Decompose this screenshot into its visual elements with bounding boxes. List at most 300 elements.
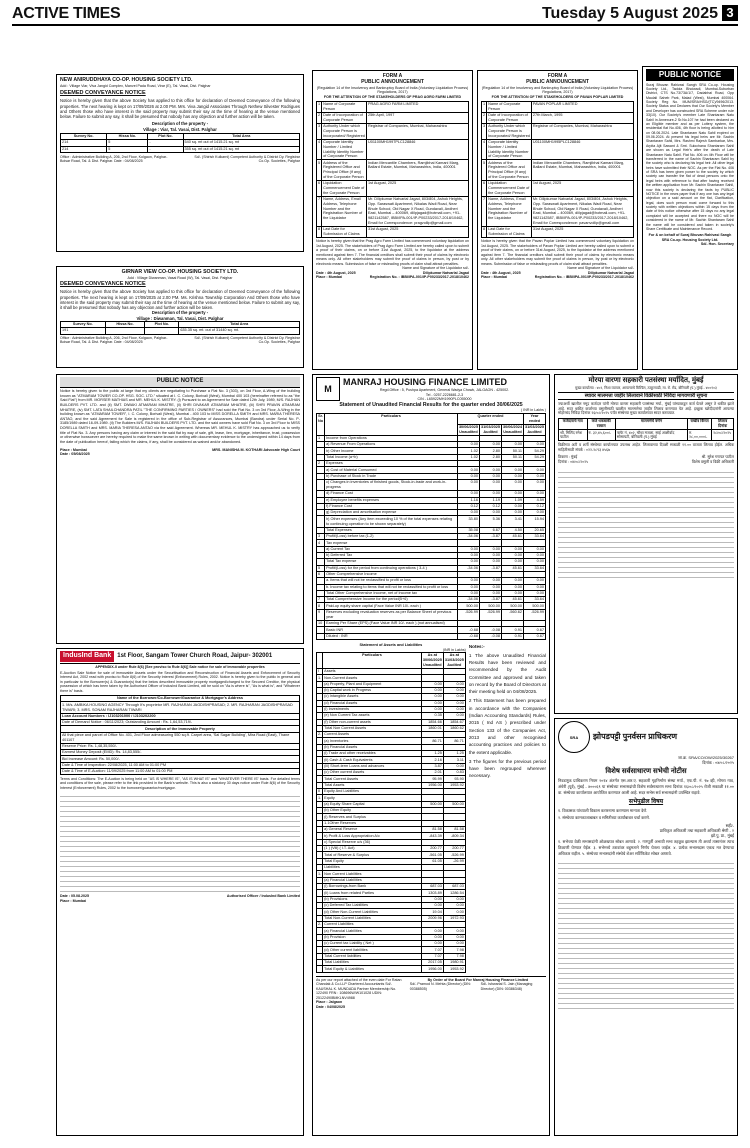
sal-cell: -809.34	[443, 833, 465, 839]
form-cell: Registrar of Companies, Mumbai, Maharashtra	[531, 124, 633, 140]
table-row	[317, 609, 546, 620]
table-row	[61, 328, 300, 334]
results-cell: 0.00	[501, 442, 523, 448]
sal-table	[316, 652, 466, 973]
form-cell: U01100MH1995PLC128846	[531, 139, 633, 160]
results-cell: 1.02	[457, 454, 479, 460]
table-row	[317, 966, 466, 972]
results-cell: -0.68	[457, 633, 479, 639]
results-cell: f) Finance Cost	[325, 503, 458, 509]
col-reserve: राखीव किंमत	[688, 419, 712, 430]
sal-cell: 1.25	[421, 751, 443, 757]
morya-auction-notice	[554, 374, 738, 714]
results-cell: 0.00	[501, 578, 523, 584]
auditor-sign: As per our report attached of the even date For Ratan Chandak & Co.LLP Chartered Accountants Sd/- KAUSHAL K. MUNDADA Partner Membership No. 122490 FRN : 108696W/W101028 UDIN: 25122490BMKLNV4988	[316, 977, 402, 1000]
results-cell: 5.36	[479, 516, 501, 527]
results-cell: 500.00	[523, 603, 545, 609]
col-auction-date: लिलाव दिनांक	[712, 419, 734, 430]
sal-cell: 7.07	[421, 953, 443, 959]
sal-lakh: (INR in Lakhs)	[442, 647, 466, 652]
sal-cell: 0.00	[421, 687, 443, 693]
results-cell: 0.00	[501, 467, 523, 473]
results-cell: 0.00	[457, 467, 479, 473]
results-cell: 0.00	[479, 467, 501, 473]
cell: रु. ३२,४५,६००/-	[587, 430, 615, 441]
form-cell: Date of Incorporation of Corporate Person	[487, 113, 532, 124]
emd: Earnest Money Deposit (EMD): Rs. 14,83,555/-	[61, 749, 300, 755]
sal-cell: 200.77	[421, 846, 443, 852]
results-cell: 0.00	[523, 467, 545, 473]
cell: 635.35 sq. mt. out of 31440 sq. mt.	[179, 328, 300, 334]
sal-cell: 7.07	[421, 947, 443, 953]
results-cell: 0.00	[457, 480, 479, 491]
results-cell	[317, 633, 325, 639]
cell: -	[148, 140, 183, 146]
sal-cell: 1972.93	[443, 915, 465, 921]
sal-cell: 0.35	[421, 713, 443, 719]
notice-body: Notice is hereby given to the public at large that my clients are negotiating to Purchase a Flat No. 3 (303), on 3rd Floor, A-Wing of the building known as "ATMARAM TOWER CO-OP. HSG. SOC. LTD." situated at I. C. Colony, Borivali (West), Mumbai 400 103 (hereinafter referred to as "the Said Flat") from MR. MORSER MATHIAS and MR. MEHUL K. MISTRY. (i) Pursuant to an Agreement for Sale dated 12th July, 1989, M/S. RAJHAN BUILDERS PVT. LTD. and (ii) SMT. DIWAKI ATMARAM MHATRE, (ii) SHRI DIVAKAR ATMARAM MHATRE, (iii) SHRI PRAVIN ATMARAM MHATRE, (iv) SMT. LATA SHAILCHANDRA PATIL "THE CONFIRMING PARTIES / OWNERS" had sold the Flat No. 3 on 3rd Floor, A-Wing in the building known as "ATMARAM TOWER", I. C. Colony, Borivali (West), Mumbai - 400 103 to MISS DORELLA SMITH and MRS. MARIA THERESA ANTAO, and the said Agreement for Sale is registered in the office of Sub-Registrar of Assurances, Mumbai (Bandra) under Serial No. P-3185/1989 dated 16-09-1989. (ii) The Builders M/S. RAJHAN BUILDERS PVT. LTD. and the said owners have sold Flat No. 3 on 3rd Floor to MISS DORELLA SMITH and MRS. MARIA THERESA ANTAO via the said Agreement. Whereas MR. MEHUL K. MISTRY has approached us to verify title of Flat No. 3. Any persons having any claim or interest in the said flat by way of sale, gift, lease, lien, mortgage, inheritance, trust, possession or otherwise howsoever are hereby required to make the same known in writing with documentary evidence to the undersigned within 14 days from the date of publication hereof, failing which the claims, if any, shall be considered as waived and/or abandoned.	[60, 389, 300, 444]
results-cell: -526.99	[457, 609, 479, 620]
results-cell: 0.00	[523, 584, 545, 590]
col-y1: 31/03/2025 Audited	[524, 425, 544, 434]
form-cell: Liquidation Commencement Date of the Corporate Person	[487, 180, 532, 196]
form-cell: 4	[317, 139, 322, 160]
results-cell: 0.00	[523, 473, 545, 479]
reserve-price: Reserve Price: Rs. 1,48,35,550/-	[61, 743, 300, 749]
sal-cell: Total Assets	[323, 782, 422, 788]
results-cell: a) Cost of Material Consumed	[325, 467, 458, 473]
liquidator-name: Dilipkumar Natvarlal Jagad	[422, 270, 469, 275]
board-title: By Order of the Board For Manraj Housing Finance Limited	[427, 977, 529, 982]
notice-body: Notice is hereby given that the above Society has applied to this office for declaration of Deemed Conveyance of the following properties. The next hearing is kept on 17/09/2025 at 2.00 PM. Ms. Krishna Township Corporation And Others those who have interest in the said property may submit their say at the time of hearing at the venue mentioned below. Failure to submit any say, it shall be presumed that nobody has any objection and further action will be taken.	[60, 289, 300, 311]
sal-cell: b) Profit & Loss Appropriation A/c	[323, 833, 422, 839]
results-cell: 45.61	[501, 597, 523, 603]
auction-footer	[60, 894, 300, 903]
sra-heading: विशेष सर्वसाधारण सभेची नोटीस	[605, 768, 687, 775]
sal-cell: 19.04	[421, 909, 443, 915]
results-cell: 4.50	[501, 527, 523, 533]
results-cell: 0.00	[501, 503, 523, 509]
form-date: Date : 4th August, 2025	[481, 270, 521, 275]
form-cell: Authority Under which Corporate Person is Incorporated/ Registered	[488, 124, 530, 138]
results-cell: 0.00	[479, 578, 501, 584]
sal-cell: 1956.00	[421, 966, 443, 972]
property-desc: All that piece and parcel of Office No. 401, 2nd Floor admeasuring 550 sq.ft. Carpet area, 'Sai Sagar Building', Mira Road (East), Thane 401107	[61, 732, 300, 743]
sal-cell: Equity	[323, 795, 422, 801]
results-cell	[317, 480, 325, 491]
form-cell: 1st August, 2025	[531, 180, 633, 196]
form-cell: 3	[317, 124, 322, 140]
sra-signer: प्राधिकृत अधिकारी तथा सहकारी अधिकारी श्रेणी - २	[659, 827, 734, 833]
results-cell: a. Items that will not be reclassified to profit or loss	[325, 578, 458, 584]
results-cell: 0.00	[523, 578, 545, 584]
office-address: Office : Administrative Building A, 206, 2nd Floor, Kolgaon, Palghar-Boisar Road, Tal. & Dist. Palghar. Date : 04/08/2025	[60, 335, 168, 344]
form-notice: Notice is hereby given that the Pavan Poplar Limited has commenced voluntary liquidation on 1st August, 2025. The stakeholders of Pavan Poplar Limited are hereby called upon to submit a proof of their claims, on or before 31st August, 2025, to the liquidator at the address mentioned against item 7. The financial creditors shall submit their proof of claims by electronic means only. All other stakeholders may submit the proof of claims in person, by post or by electronic means. Submission of false or misleading proofs of claim shall attract penalties.	[481, 239, 634, 266]
sal-cell: (d) Financial Assets	[323, 700, 422, 706]
results-cell: 6	[317, 571, 325, 577]
results-cell: b) Other Income	[325, 448, 458, 454]
results-cell: Total Comprehensive Income for the period(5+6)	[325, 597, 458, 603]
fine-print-lines	[60, 792, 300, 892]
results-cell: -34.06	[457, 533, 479, 539]
sal-cell: 687.03	[443, 884, 465, 890]
results-cell: 45.61	[501, 533, 523, 539]
form-cell: PRAG AGRO FARM LIMITED	[366, 101, 468, 112]
cell: -	[148, 146, 183, 152]
form-attention: FOR THE ATTENTION OF THE STAKEHOLDERS OF PRAG AGRO FARM LIMITED	[323, 95, 462, 100]
sal-cell: Total Current Assets	[323, 776, 422, 782]
form-cell: Date of Incorporation of Corporate Person	[322, 113, 367, 124]
results-cell: 0.00	[523, 480, 545, 491]
notice-place: Place : Mumbai	[60, 447, 87, 452]
results-cell: a) Current Tax	[325, 546, 458, 552]
form-cell: 31st August, 2025	[531, 226, 633, 237]
form-cell: 3	[482, 124, 487, 140]
sal-cell: 0.83	[443, 770, 465, 776]
form-cell: 2	[482, 113, 487, 124]
sal-cell: (d) Other current liabilities	[323, 947, 422, 953]
results-cell: Profit/(Loss) before tax (1-2)	[325, 533, 458, 539]
results-cell: 2.80	[479, 448, 501, 454]
society-name: GIRNAR VIEW CO-OP. HOUSING SOCIETY LTD.	[121, 269, 239, 275]
sal-cell: 0.00	[443, 928, 465, 934]
form-cell: 27th March, 1995	[531, 113, 633, 124]
sal-title: Statement of Assets and Liabilities	[359, 642, 423, 647]
morya-sign-block	[558, 455, 734, 464]
note-3: 3 The figures for the previous period have been regrouped wherever necessary.	[468, 758, 546, 779]
table-row	[317, 633, 546, 639]
form-notice: Notice is hereby given that the Prag Agro Farm Limited has commenced voluntary liquidation on 1st August, 2025. The stakeholders of Prag Agro Farm Limited are hereby called upon to submit a proof of their claims, on or before 31st August, 2025, to the liquidator at the address mentioned against item 7. The financial creditors shall submit their proof of claims by electronic means only. All other stakeholders may submit the proof of claims in person, by post or by electronic means. Submission of false or misleading proofs of claim shall attract penalties.	[316, 239, 469, 266]
form-cell: Address of the Registered Office and Principal Office (if any) of the Corporate Person	[487, 160, 532, 181]
sal-cell: (b) Capital work in Progress	[323, 687, 422, 693]
morya-place: ठिकाण : मुंबई	[558, 455, 578, 460]
sal-cell: 95.99	[421, 776, 443, 782]
sal-cell: (e) Non Current Tax assets	[323, 713, 422, 719]
col-plot: Plot No.	[148, 133, 183, 139]
sal-cell: 0.00	[421, 934, 443, 940]
col-area: Total Area	[183, 133, 299, 139]
sra-agenda-title: सभेपुढील विषय	[628, 799, 664, 806]
results-cell: -526.99	[523, 609, 545, 620]
sal-cell: 7.98	[443, 953, 465, 959]
notice-body: Notice is hereby given that the above Society has applied to this office for declaration of Deemed Conveyance of the following properties. The next hearing is kept on 17/09/2026 at 2.00 PM. Mrs. Viva Jangid Associates Through Nethew Silvester Rodrigues and Others those who have interest in the said property may submit their say at the time of hearing at the venue mentioned below. Failure to submit any say, it shall be presumed that nobody has any objection and further action will be taken.	[60, 98, 300, 120]
results-cell: 0.00	[523, 559, 545, 565]
form-a-pavan-poplar	[477, 70, 638, 370]
sal-cell: (i) Borrowings-from Bank	[323, 884, 422, 890]
results-cell: 50.11	[501, 454, 523, 460]
sal-col-1: As at 30/06/2025 Unaudited	[422, 653, 442, 667]
sal-cell: 0.00	[421, 903, 443, 909]
sra-ref-date: दिनांक : ०४/०८/२०२५	[702, 760, 734, 765]
results-cell: 35.08	[457, 527, 479, 533]
table-row	[482, 180, 634, 196]
results-cell: c) Changes in inventories of finished goods, Stock-in-trade and work-in-progress	[325, 480, 458, 491]
form-cell: Registrar of Companies, Mumbai, Maharashtra	[366, 124, 468, 140]
results-cell: Total Expenses	[325, 527, 458, 533]
results-cell: 3	[317, 533, 325, 539]
form-cell: Authority Under which Corporate Person is Incorporated/ Registered	[323, 124, 365, 138]
cell: 214	[61, 140, 107, 146]
sal-cell: 0.00	[421, 896, 443, 902]
results-cell: 0.00	[479, 491, 501, 497]
table-row	[317, 113, 469, 124]
form-regno: Registration No. : IBBI/IPA-001/IP-P00233/2017-2018/10462	[534, 275, 634, 280]
sal-cell: 0.00	[421, 706, 443, 712]
cell: श्री. मिलिंद रमेश पाटील	[559, 430, 588, 441]
sal-cell: 0.00	[443, 903, 465, 909]
desc-village: Village : Viar, Tal. Vasai, Dist. Palghar	[143, 126, 217, 132]
appendix-title: APPENDIX-II under Rule 8(6) [See proviso to Rule 8(6)] Sale notice for sale of immovable properties	[95, 664, 265, 669]
col-q2: 31/03/2025 Audited	[480, 425, 500, 434]
sal-cell: (a) Property, Plant and Equipment	[323, 681, 422, 687]
results-cell: 4.59	[523, 497, 545, 503]
col-area: Total Area	[179, 321, 300, 327]
form-place: Place : Mumbai	[316, 275, 343, 280]
col-q1: 30/06/2025 Unaudited	[458, 425, 478, 434]
sal-cell: Assets	[323, 668, 422, 674]
table-row	[61, 146, 300, 152]
sal-cell: 1953.92	[443, 782, 465, 788]
sal-cell: 0.00	[443, 706, 465, 712]
form-cell: 25th April, 1997	[366, 113, 468, 124]
manraj-date: Date : 04/08/2025	[316, 1004, 345, 1009]
sal-cell: 1303.89	[421, 890, 443, 896]
results-cell: 1	[317, 435, 325, 441]
results-cell: 50.11	[501, 448, 523, 454]
notes-section	[469, 643, 546, 973]
results-cell: 0.00	[501, 491, 523, 497]
sal-cell: 0.00	[443, 763, 465, 769]
table-row	[317, 180, 469, 196]
sal-cell: 500.00	[443, 801, 465, 807]
footer	[60, 155, 300, 164]
form-footer-2	[316, 275, 469, 279]
sal-col-2: As at 31/03/2025 Audited	[444, 653, 464, 667]
sal-cell: 0.00	[421, 700, 443, 706]
results-cell: Earning Per Share (EPS) (Face Value INR 10/- each ) (not annualised)	[325, 620, 458, 626]
liquidator-name: Dilipkumar Natvarlal Jagad	[587, 270, 634, 275]
results-cell: 0.00	[501, 480, 523, 491]
sra-header	[558, 721, 734, 753]
notice-footer	[60, 448, 300, 457]
results-cell: g) Depreciation and amortisation expense	[325, 510, 458, 516]
notice-heading: PUBLIC NOTICE	[646, 69, 734, 81]
signature: Sd/- (Shirish Kulkarni) Competent Authority & District Dy. Registrar Co.Op. Societies, Palghar	[194, 154, 300, 164]
borrowers-title: Name of the Borrower/Co-Borrower/Guarantor & Mortgagor's Address	[61, 696, 300, 702]
sal-cell: (d) Other Non-Current Liabilities	[323, 909, 422, 915]
sal-col-particulars: Particulars	[323, 653, 422, 669]
col-property: मालमत्तेचे वर्णन	[615, 419, 687, 430]
results-cell: 0.00	[501, 546, 523, 552]
col-due: कर्ज थकबाकी रक्कम	[587, 419, 615, 430]
form-cell: 7	[482, 196, 487, 226]
table-row	[482, 160, 634, 181]
results-cell: 10	[317, 620, 325, 626]
form-cell: PAVAN POPLAR LIMITED	[531, 101, 633, 112]
col-year: Year ended	[523, 413, 545, 424]
results-cell: Basic INR	[325, 627, 458, 633]
form-cell: Mr. Dilipkumar Natvarlal Jagad, 803/804, Ashok Heights, Opp. Saraswati Apartment, Nikalas Wadi Road, Near Bhule School, Old Nagar X Road, Gundavali, Andheri East, Mumbai – 400069, dlilpjagad@hotmail.com, +91-9821142587, IBBI/IPA-001/IP-P00233/2017-2018/10462, Email for Correspondence: pavanvollip@gmail.com	[531, 196, 633, 226]
results-cell: 0.91	[501, 633, 523, 639]
morya-footer: विक्रीच्या अटी व शर्ती संस्थेच्या कार्यालयात उपलब्ध आहेत. लिलावाच्या दिवशी सकाळी ११.०० वाजता लिलाव होईल. अधिक माहितीसाठी संपर्क : ०२२-२८९३ ४५६७	[558, 442, 734, 452]
sal-cell: 1956.00	[421, 782, 443, 788]
sra-title: झोपडपट्टी पुनर्वसन प्राधिकरण	[593, 732, 678, 741]
sal-cell: (b) Provision	[323, 934, 422, 940]
notice-date: Date : 05/08/2025	[60, 452, 90, 457]
sal-cell: 86.71	[443, 738, 465, 744]
regd-office: Regd.Office : 5, Pushpa Apartment, General Wadya Chowk, JALGAON - 425002.	[379, 388, 510, 393]
sal-cell: 81.58	[421, 827, 443, 833]
sal-cell: 93.90	[443, 776, 465, 782]
results-cell: 0.00	[523, 442, 545, 448]
sal-cell: 2.	[318, 922, 322, 927]
form-cell: 7	[317, 196, 322, 226]
sra-signname: झो.पु. प्रा., मुंबई	[711, 832, 734, 838]
results-cell: 0.00	[457, 578, 479, 584]
sal-cell: Equity And Liabilities	[323, 789, 422, 795]
results-cell: Expenses	[325, 461, 458, 467]
sal-cell: 0.00	[443, 713, 465, 719]
results-cell: 0.00	[457, 552, 479, 558]
results-cell: Total Other Comprehensive Income, net of Income tax	[325, 590, 458, 596]
issue-date: Tuesday 5 August 2025	[541, 5, 718, 22]
notice-forby: For & on behalf of Suraj Bhuvan Rahivasi Sangh SRA Co-op. Housing Society Ltd.	[648, 233, 732, 242]
sra-notes: १. सभेच्या वेळी सभासदांनी ओळखपत्र सोबत आणावे. २. गणपूर्ती अभावी सभा तहकूब झाल्यास ती अर्ध्या तासानंतर त्याच ठिकाणी घेण्यात येईल. ३. सभेमध्ये ठरावांवर बहुमताने निर्णय घेतला जाईल. ४. प्रत्येक सभासदास एकच मत देण्याचा अधिकार राहील. ५. संस्थेच्या सभासदांनी संस्थेचे शेअर सर्टिफिकेट सोबत आणावे.	[558, 839, 734, 857]
results-cell: -0.08	[479, 627, 501, 633]
demand-notice: Date of Demand Notice : 06/11/2023; Outstanding Amount : Rs. 1,64,53,719/-	[61, 719, 300, 725]
auction-terms: Terms and Conditions: The E-Auction is being held on "AS IS WHERE IS", "AS IS WHAT IS" and "WHATEVER THERE IS" basis. For detailed terms and conditions of the sale, please refer to the link provided in the Bank's website. This is also a statutory 30 days notice under Rule 8(6) of the Security Interest (Enforcement) Rules, 2002 to the borrower/guarantor/mortgagor.	[60, 776, 300, 790]
table-row	[317, 516, 546, 527]
property-table	[60, 321, 300, 335]
footer	[60, 336, 300, 345]
results-cell: 1.19	[479, 497, 501, 503]
results-cell: 0.00	[457, 473, 479, 479]
form-cell: 1st August, 2025	[366, 180, 468, 196]
results-cell: 0.00	[457, 546, 479, 552]
results-cell: 0.12	[457, 503, 479, 509]
cell: फ्लॅट नं. ४०२, चौथा मजला, साई आशीर्वाद सोसायटी, बोरिवली (प.) मुंबई	[615, 430, 687, 441]
note-1: 1 The above Unaudited Financial Results have been reviewed and recommended by the Audit Committee and approved and taken on record by the Board of Directors at their meeting held on 04/08/2025.	[468, 652, 546, 695]
property-title: Description of the Immovable Property	[61, 726, 300, 732]
notes-title: Notes:-	[468, 643, 485, 649]
results-cell: 0.00	[457, 491, 479, 497]
results-cell: 0.00	[523, 546, 545, 552]
borrowers: 1. M/s. AMBIKA HOUSING AGENCY Through It's proprietor MR. RAJHARAN JAGDISHPRASAD; 2. MR. RAJHARAN JAGDISHPRASAD TIWARI; 3. MRS. SONAM RAJHARAN TIWARI	[61, 702, 300, 713]
results-cell: e) Employee benefits expenses	[325, 497, 458, 503]
form-sign: Name and Signature of the Liquidator sd/-	[402, 266, 469, 271]
results-cell: -34.06	[457, 597, 479, 603]
sal-cell: Current Assets	[323, 732, 422, 738]
sra-sign: सही/-	[725, 822, 734, 828]
masthead	[12, 4, 738, 24]
results-cell: 0.00	[479, 473, 501, 479]
form-a-prag-agro	[312, 70, 473, 370]
form-cell: Liquidation Commencement Date of the Corporate Person	[322, 180, 367, 196]
results-cell: 33.80	[457, 516, 479, 527]
auction-sign: Authorised Officer / IndusInd Bank Limited	[226, 894, 300, 899]
board-sign	[410, 978, 546, 1000]
sal-cell: 0.00	[443, 934, 465, 940]
col-plot: Plot No.	[145, 321, 179, 327]
form-title: FORM A	[382, 73, 403, 79]
table-row	[317, 196, 469, 226]
desc-title: Description of the property -	[151, 310, 209, 316]
form-sign: Name and Signature of the Liquidator sd/-	[567, 266, 634, 271]
director-sign: Sd/- Pramod N. Mehta (Director) (DIN: 00388505)	[409, 982, 471, 991]
society-address: Add : Village Diwanman, Vasai Road (W), Tal. Vasai, Dist. Palghar	[127, 275, 233, 280]
results-cell: 2.80	[479, 454, 501, 460]
sal-cell: 0.00	[443, 681, 465, 687]
form-table	[316, 101, 469, 238]
col-borrower: कर्जदाराचे नाव	[559, 419, 588, 430]
results-cell: 0.00	[501, 584, 523, 590]
results-cell: 0.00	[457, 584, 479, 590]
sal-cell: c) Special Reserve u/s (36)	[323, 839, 422, 845]
form-cell: Name of Corporate Person	[322, 101, 367, 112]
sal-cell: 0.00	[421, 928, 443, 934]
col-survey: Survey No.	[61, 133, 107, 139]
indusind-auction-notice	[56, 648, 304, 1136]
sal-cell: 1854.66	[421, 719, 443, 725]
results-cell: b) Purchase of Stock in Trade	[325, 473, 458, 479]
results-cell: 0.00	[501, 473, 523, 479]
auction-table	[60, 695, 300, 775]
deemed-conveyance-ad-2	[56, 266, 304, 368]
table-row	[317, 124, 469, 140]
property-table	[60, 133, 300, 153]
sra-sign-block	[558, 823, 734, 838]
morya-title: मोरया वारणा सहकारी पतसंस्था मर्यादित, मुंबई	[588, 377, 704, 384]
form-cell: Last Date for Submission of Claims	[487, 226, 532, 237]
form-regno: Registration No. : IBBI/IPA-001/IP-P00233/2017-2018/10462	[369, 275, 469, 280]
results-cell: 8	[317, 603, 325, 609]
form-cell: 6	[482, 180, 487, 196]
results-cell: h) Other expenses (Any item exceeding 10 % of the total expenses relating to continuing operation to be shown separately)	[325, 516, 458, 527]
manraj-place: Place : Jalgaon	[316, 1000, 343, 1005]
sal-cell: (i) Reserves and Surplus	[323, 814, 422, 820]
results-cell: -34.06	[457, 565, 479, 571]
sal-cell: 0.00	[443, 940, 465, 946]
form-footer-2	[481, 275, 634, 279]
form-cell: Name of Corporate Person	[487, 101, 532, 112]
auction-date: Date : 05.08.2025	[60, 894, 89, 899]
form-cell: Corporate Identity Number / Limited Liability Identity Number of Corporate Person	[322, 139, 367, 160]
results-cell: 0.67	[523, 627, 545, 633]
results-cell: 0.00	[501, 559, 523, 565]
manraj-header	[316, 377, 546, 402]
sal-cell: 2.01	[421, 770, 443, 776]
results-cell: 0.00	[501, 510, 523, 516]
desc-title: Description of the property -	[151, 121, 209, 127]
morya-table	[558, 418, 734, 441]
cell: 540 sq. mt out of 1415.21 sq. mt	[183, 140, 299, 146]
results-cell: Total Tax expense	[325, 559, 458, 565]
sal-cell: (b) Other Equity	[323, 808, 422, 814]
results-cell: 5	[317, 565, 325, 571]
sal-cell: 1860.62	[443, 725, 465, 731]
col-quarter: Quarter ended	[457, 413, 523, 424]
form-reg: (Regulation 14 of the Insolvency and Bankruptcy Board of India (Voluntary Liquidation Process) Regulations, 2017)	[481, 85, 634, 94]
sal-cell: 200.77	[443, 846, 465, 852]
results-cell: 0.00	[501, 590, 523, 596]
form-cell: Address of the Registered Office and Principal Office (if any) of the Corporate Person	[322, 160, 367, 181]
results-cell: 2	[317, 461, 325, 467]
table-row	[317, 226, 469, 237]
sal-cell: 1.	[318, 675, 322, 680]
sal-cell: (a) Financial Liabilities	[323, 877, 422, 883]
results-cell: 0.00	[479, 552, 501, 558]
sal-cell: (i) Investments	[323, 706, 422, 712]
